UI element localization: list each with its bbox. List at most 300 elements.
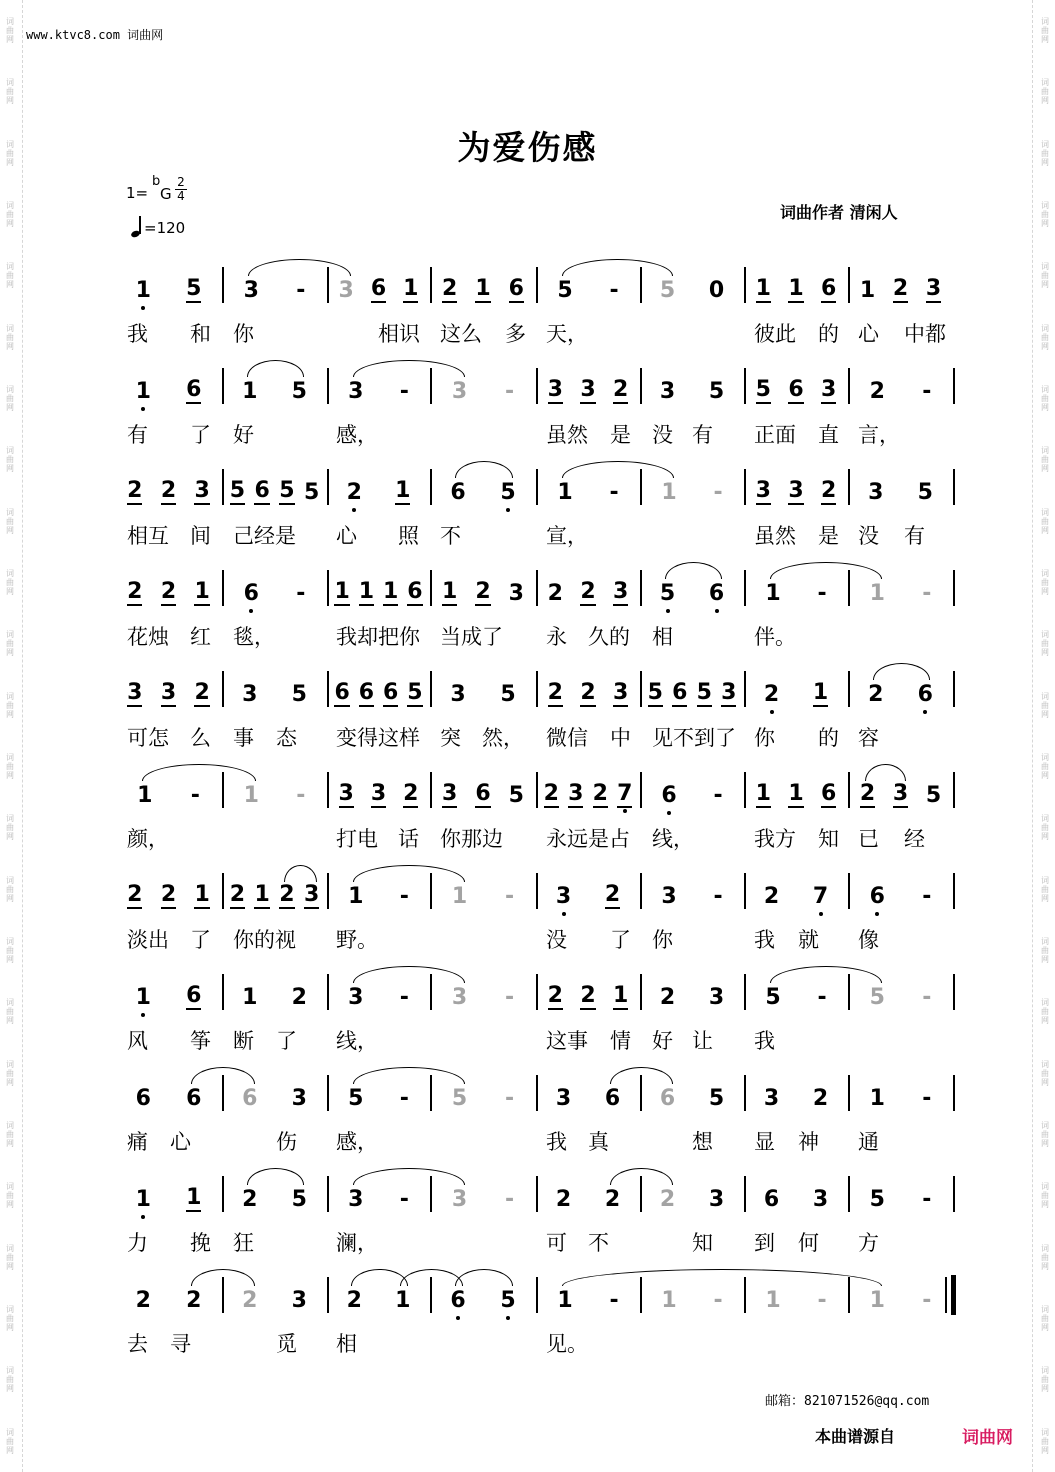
source-label: 本曲谱源自 [815, 1427, 896, 1446]
barline [536, 873, 538, 909]
lyric: 了 [190, 423, 211, 447]
measure [118, 869, 219, 909]
note: 5 [647, 680, 663, 705]
note: 6 [661, 784, 676, 808]
measure [118, 566, 219, 606]
barline [327, 368, 329, 404]
lyric: 就 [798, 928, 819, 952]
lyric: 可怎 [127, 726, 169, 750]
watermark-text: 词曲网 [6, 507, 14, 535]
barline [430, 671, 432, 707]
lyric: 你的视 [233, 928, 296, 952]
barline [327, 1176, 329, 1212]
measure [643, 869, 741, 909]
lyric: 相 [336, 1332, 357, 1356]
note: 6 [186, 377, 202, 402]
extension-dash: - [399, 1086, 409, 1111]
measure [643, 768, 741, 808]
note: 5 [291, 1187, 307, 1212]
lyric: 直 [818, 423, 839, 447]
note: 1 [755, 781, 771, 806]
lyric: 我方 [754, 827, 796, 851]
note: 1 [403, 276, 419, 301]
note: 2 [859, 781, 876, 806]
lyric: 红 [190, 625, 211, 649]
note: 1 [788, 276, 804, 301]
lyric: 虽然 [546, 423, 588, 447]
lyric: 何 [798, 1231, 819, 1255]
note: 5 [925, 783, 942, 808]
slur [770, 562, 882, 579]
extension-dash: - [922, 985, 932, 1010]
lyric: 的 [818, 726, 839, 750]
barline [744, 974, 746, 1010]
note: 2 [547, 581, 563, 606]
measure [225, 566, 324, 606]
note: 2 [186, 1288, 202, 1313]
note: 1 [194, 882, 210, 907]
octave-dot [666, 609, 670, 613]
lyric: 毯， [233, 625, 275, 649]
note: 2 [763, 884, 780, 909]
extension-dash: - [296, 783, 306, 808]
measure [330, 465, 427, 505]
note: 1 [869, 1086, 885, 1111]
lyric: 挽 [190, 1231, 211, 1255]
note: 3 [580, 377, 596, 402]
extension-dash: - [922, 1288, 932, 1313]
note: 1 [242, 985, 258, 1010]
measure [330, 667, 427, 707]
measure [747, 364, 845, 404]
note: 5 [303, 480, 320, 505]
barline [222, 469, 224, 505]
lyric: 相互 [127, 524, 169, 548]
octave-dot [923, 710, 927, 714]
time-signature-bottom: 4 [177, 189, 185, 203]
note: 6 [763, 1187, 780, 1212]
tempo-marking [130, 216, 185, 238]
note: 5 [557, 278, 573, 303]
barline [327, 1075, 329, 1111]
note: 3 [812, 1187, 829, 1212]
barline [327, 974, 329, 1010]
watermark-text: 词曲网 [1041, 446, 1049, 474]
watermark-text: 词曲网 [1041, 814, 1049, 842]
barline [222, 974, 224, 1010]
note: 5 [869, 985, 885, 1010]
note: 6 [659, 1086, 676, 1111]
lyric: 力 [127, 1231, 148, 1255]
extension-dash: - [504, 379, 515, 404]
watermark-text: 词曲网 [1041, 1305, 1049, 1333]
barline [953, 1075, 955, 1111]
watermark-text: 词曲网 [6, 753, 14, 781]
note: 2 [543, 781, 559, 806]
slur [455, 1269, 513, 1286]
note: 2 [604, 1187, 621, 1212]
watermark-text: 词曲网 [1041, 569, 1049, 597]
barline [640, 974, 642, 1010]
lyric: 容 [858, 726, 879, 750]
note: 1 [765, 1288, 781, 1313]
watermark-text: 词曲网 [1041, 875, 1049, 903]
octave-dot [819, 912, 823, 916]
watermark-text: 词曲网 [1041, 1243, 1049, 1271]
lyric: 风 [127, 1029, 148, 1053]
measure [433, 768, 533, 808]
lyric: 不 [588, 1231, 609, 1255]
note: 1 [194, 579, 210, 604]
note: 3 [291, 1086, 307, 1111]
lyric: 让 [692, 1029, 713, 1053]
time-signature [175, 176, 187, 203]
slur [873, 663, 931, 680]
note: 3 [661, 884, 677, 909]
note: 3 [242, 682, 258, 707]
barline [953, 570, 955, 606]
lyric: 感， [336, 423, 378, 447]
note: 6 [450, 480, 466, 505]
barline [430, 772, 432, 808]
slur [353, 1067, 465, 1084]
lyric: 然， [482, 726, 524, 750]
lyric: 感， [336, 1130, 378, 1154]
brand-link[interactable]: 词曲网 [962, 1428, 1013, 1448]
note: 2 [580, 983, 596, 1008]
extension-dash: - [399, 884, 409, 909]
watermark-text: 词曲网 [1041, 262, 1049, 290]
barline [953, 1176, 955, 1212]
slur [247, 1168, 305, 1185]
lyric: 事 [233, 726, 254, 750]
note: 3 [348, 379, 364, 404]
note: 2 [555, 1187, 572, 1212]
note: 6 [407, 579, 423, 604]
lyric: 真 [588, 1130, 609, 1154]
lyric: 好 [652, 1029, 673, 1053]
note: 6 [334, 680, 350, 705]
key-note: G [160, 185, 172, 203]
measure [539, 970, 637, 1010]
note: 6 [672, 680, 688, 705]
lyric: 间 [190, 524, 211, 548]
watermark-text: 词曲网 [1041, 1427, 1049, 1455]
barline [536, 1176, 538, 1212]
measure [747, 1071, 845, 1111]
measure [118, 970, 219, 1010]
note: 2 [127, 882, 143, 907]
measure [539, 768, 637, 808]
note: 3 [451, 985, 468, 1010]
lyric: 宣， [546, 524, 588, 548]
barline [744, 469, 746, 505]
note: 5 [765, 985, 781, 1010]
extension-dash: - [504, 985, 515, 1010]
measure [118, 263, 219, 303]
extension-dash: - [922, 1086, 932, 1111]
slur [610, 1168, 673, 1185]
lyric: 这么 [440, 322, 482, 346]
lyric: 线， [336, 1029, 378, 1053]
barline [536, 570, 538, 606]
note: 2 [764, 683, 779, 707]
lyric: 颜， [127, 827, 169, 851]
slur [610, 1067, 673, 1084]
lyric: 已 [858, 827, 879, 851]
site-header[interactable]: www.ktvc8.com 词曲网 [26, 28, 164, 42]
note: 5 [186, 276, 202, 301]
note: 1 [358, 579, 375, 604]
barline [945, 1277, 947, 1313]
note: 2 [160, 478, 177, 503]
note: 3 [348, 1187, 364, 1212]
slur [562, 259, 672, 276]
note: 2 [475, 579, 491, 604]
lyric: 痛 [127, 1130, 148, 1154]
measure [643, 667, 741, 707]
note: 6 [475, 781, 491, 806]
octave-dot [141, 1013, 145, 1017]
note: 6 [135, 1086, 151, 1111]
lyric: 知 [692, 1231, 713, 1255]
note: 3 [194, 478, 210, 503]
note: 1 [243, 783, 259, 808]
barline [953, 368, 955, 404]
note: 3 [892, 781, 909, 806]
note: 3 [451, 1187, 468, 1212]
note: 6 [450, 1289, 465, 1313]
lyric: 方 [858, 1231, 879, 1255]
right-watermark-strip [1038, 0, 1052, 1472]
octave-dot [352, 508, 356, 512]
lyric: 正面 [754, 423, 796, 447]
note: 2 [592, 781, 608, 806]
lyric: 多 [505, 322, 526, 346]
left-margin-line [22, 0, 23, 1472]
note: 3 [868, 480, 884, 505]
watermark-text: 词曲网 [6, 1305, 14, 1333]
watermark-text: 词曲网 [6, 937, 14, 965]
note: 2 [547, 983, 563, 1008]
extension-dash: - [817, 581, 827, 606]
measure [747, 1172, 845, 1212]
slur [142, 764, 257, 781]
note: 1 [395, 478, 411, 503]
barline [744, 1176, 746, 1212]
note: 2 [659, 1187, 676, 1212]
note: 3 [370, 781, 387, 806]
lyric: 有 [904, 524, 925, 548]
watermark-text: 词曲网 [6, 998, 14, 1026]
barline [327, 570, 329, 606]
barline [744, 267, 746, 303]
note: 3 [659, 379, 676, 404]
time-signature-top: 2 [175, 176, 187, 190]
credits: 词曲作者 清闲人 [780, 203, 898, 222]
watermark-text: 词曲网 [1041, 139, 1049, 167]
lyric: 么 [190, 726, 211, 750]
note: 1 [812, 680, 829, 705]
measure [225, 970, 324, 1010]
barline [744, 873, 746, 909]
note: 3 [708, 985, 725, 1010]
slur [400, 1269, 463, 1286]
barline [327, 1277, 329, 1313]
barline [222, 671, 224, 707]
note: 3 [338, 278, 354, 303]
barline [848, 772, 850, 808]
lyric: 心 [170, 1130, 191, 1154]
note: 5 [708, 1086, 725, 1111]
lyric: 了 [610, 928, 631, 952]
extension-dash: - [713, 480, 723, 505]
lyric: 澜， [336, 1231, 378, 1255]
note: 3 [291, 1288, 307, 1313]
note: 2 [160, 882, 177, 907]
song-title: 为爱伤感 [457, 128, 598, 167]
barline [327, 469, 329, 505]
measure [225, 667, 324, 707]
note: 1 [869, 1288, 885, 1313]
note: 3 [568, 781, 584, 806]
note: 6 [370, 276, 387, 301]
note: 1 [557, 1288, 573, 1313]
slur [665, 562, 722, 579]
note: 5 [348, 1086, 364, 1111]
note: 1 [612, 983, 629, 1008]
note: 2 [403, 781, 419, 806]
extension-dash: - [399, 379, 409, 404]
extension-dash: - [399, 1187, 409, 1212]
barline [536, 974, 538, 1010]
extension-dash: - [817, 1288, 827, 1313]
barline [953, 772, 955, 808]
slur [284, 865, 317, 882]
slur [353, 865, 465, 882]
barline [536, 368, 538, 404]
watermark-text: 词曲网 [6, 201, 14, 229]
barline [848, 873, 850, 909]
lyric: 你 [754, 726, 775, 750]
watermark-text: 词曲网 [1041, 630, 1049, 658]
note: 1 [382, 579, 399, 604]
measure [747, 263, 845, 303]
barline [430, 267, 432, 303]
lyric: 没 [858, 524, 879, 548]
slur [770, 966, 882, 983]
octave-dot [667, 811, 671, 815]
lyric: 见。 [546, 1332, 588, 1356]
barline [536, 671, 538, 707]
note: 3 [338, 781, 354, 806]
note: 3 [508, 581, 524, 606]
note: 1 [661, 1288, 677, 1313]
lyric: 想 [692, 1130, 713, 1154]
barline [536, 267, 538, 303]
lyric: 花烛 [127, 625, 169, 649]
lyric: 淡出 [127, 928, 169, 952]
extension-dash: - [922, 884, 932, 909]
note: 6 [508, 276, 524, 301]
lyric: 话 [398, 827, 419, 851]
lyric: 狂 [233, 1231, 254, 1255]
note: 2 [547, 680, 563, 705]
note: 1 [334, 579, 350, 604]
lyric: 中 [610, 726, 631, 750]
barline [744, 1075, 746, 1111]
note: 7 [813, 885, 828, 909]
note: 3 [555, 1086, 572, 1111]
measure [851, 869, 950, 909]
barline [640, 671, 642, 707]
measure [539, 667, 637, 707]
lyric: 有 [692, 423, 713, 447]
lyric: 我 [754, 928, 775, 952]
lyric: 经 [904, 827, 925, 851]
lyric: 去 [127, 1332, 148, 1356]
barline [640, 873, 642, 909]
barline [848, 469, 850, 505]
note: 2 [604, 882, 621, 907]
note: 1 [869, 581, 885, 606]
lyric: 我 [754, 1029, 775, 1053]
lyric: 打电 [336, 827, 378, 851]
note: 1 [475, 276, 491, 301]
barline [953, 469, 955, 505]
extension-dash: - [609, 480, 619, 505]
note: 1 [136, 279, 151, 303]
note: 3 [708, 1187, 725, 1212]
slur [191, 1269, 255, 1286]
quarter-note-icon [130, 216, 144, 238]
note: 2 [659, 985, 676, 1010]
lyric: 像 [858, 928, 879, 952]
slur [353, 360, 465, 377]
note: 1 [557, 480, 573, 505]
watermark-text: 词曲网 [6, 1182, 14, 1210]
measure [118, 1172, 219, 1212]
barline [848, 368, 850, 404]
lyric: 了 [190, 928, 211, 952]
note: 3 [755, 478, 771, 503]
watermark-text: 词曲网 [1041, 507, 1049, 535]
note: 6 [820, 781, 837, 806]
note: 5 [696, 680, 712, 705]
octave-dot [249, 609, 253, 613]
extension-dash: - [609, 1288, 619, 1313]
slur [247, 360, 305, 377]
note: 5 [708, 379, 725, 404]
watermark-text: 词曲网 [6, 139, 14, 167]
note: 2 [820, 478, 837, 503]
watermark-text: 词曲网 [1041, 691, 1049, 719]
note: 1 [254, 882, 270, 907]
lyric: 微信 [546, 726, 588, 750]
note: 2 [194, 680, 210, 705]
note: 6 [242, 1086, 258, 1111]
extension-dash: - [817, 985, 827, 1010]
note: 1 [451, 884, 468, 909]
watermark-text: 词曲网 [6, 1243, 14, 1271]
watermark-text: 词曲网 [1041, 1366, 1049, 1394]
note: 5 [659, 278, 676, 303]
note: 6 [820, 276, 837, 301]
barline [744, 772, 746, 808]
left-watermark-strip [3, 0, 17, 1472]
lyric: 显 [754, 1130, 775, 1154]
watermark-text: 词曲网 [1041, 998, 1049, 1026]
